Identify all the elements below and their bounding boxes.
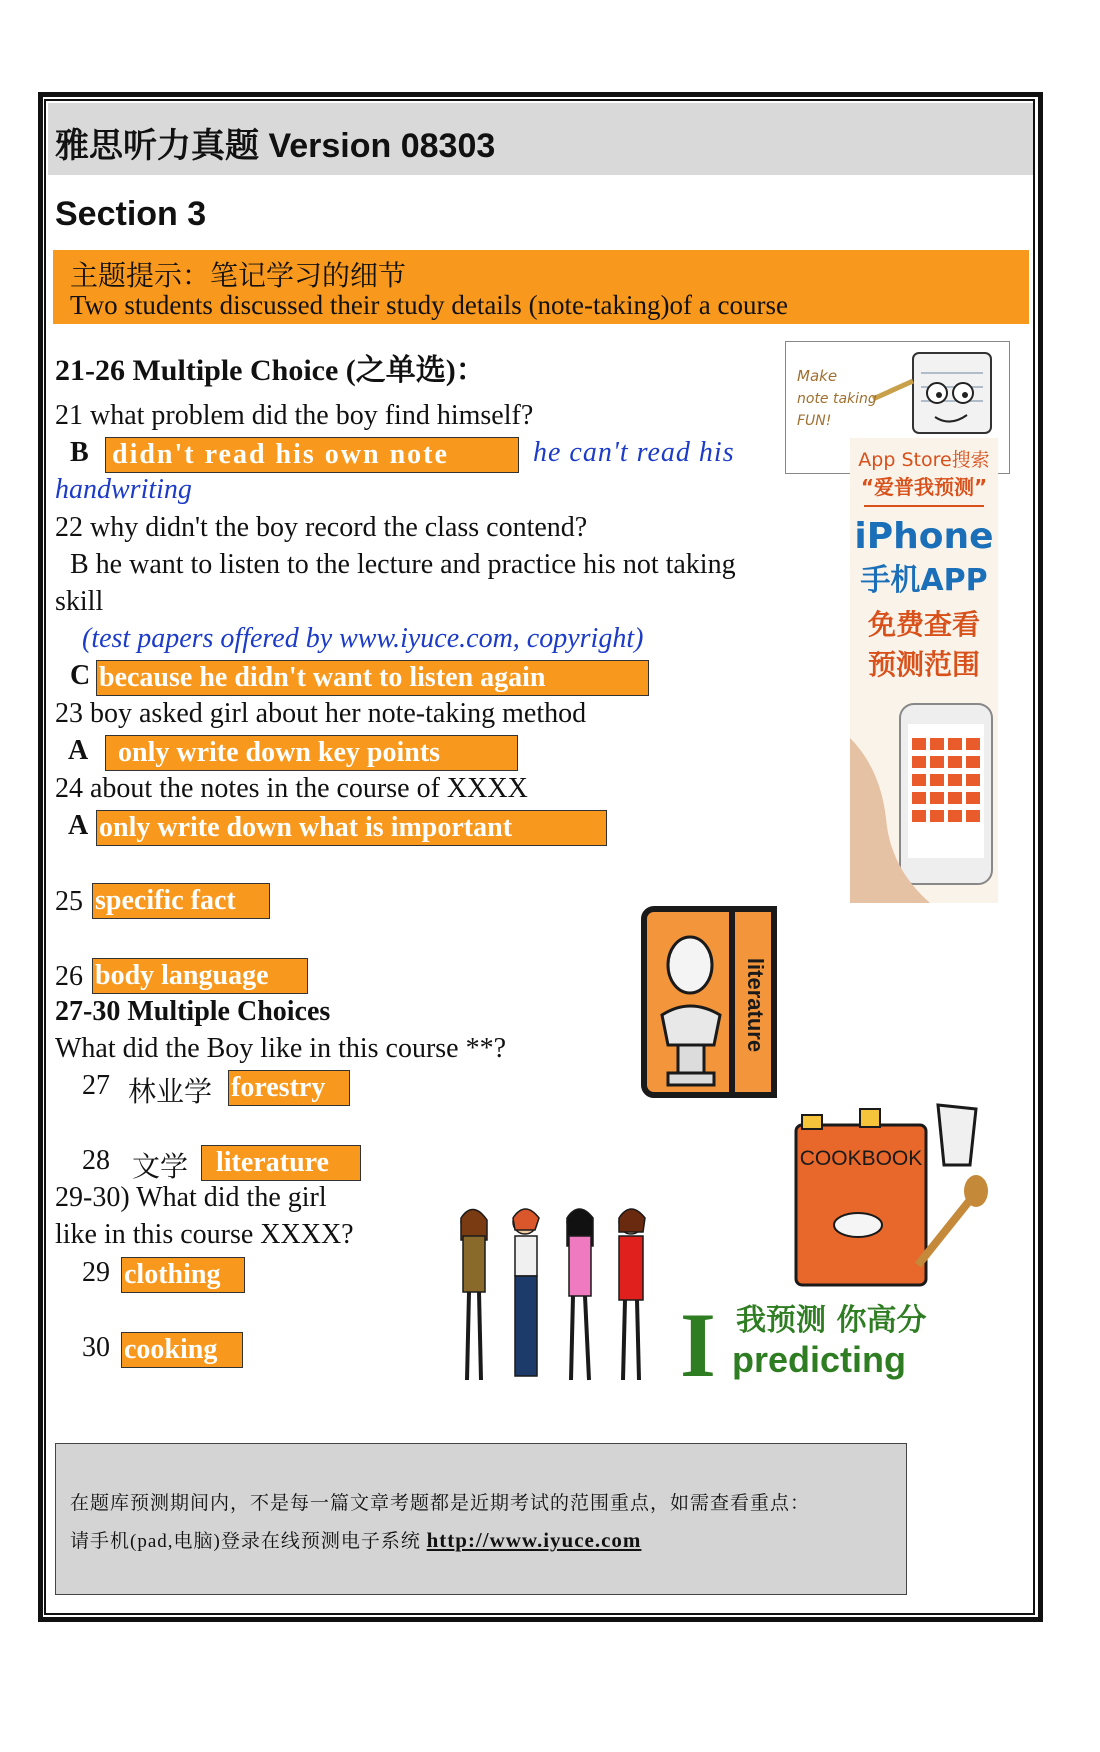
cookbook-image [788, 1095, 998, 1295]
topic-en: Two students discussed their study details (note-taking)of a course [70, 290, 788, 320]
ad-line2: “爱普我预测” [860, 475, 988, 499]
q27-number: 27 [82, 1070, 110, 1101]
logo-letter: I [680, 1294, 716, 1382]
note-text3: FUN! [797, 413, 832, 429]
q30-answer: cooking [121, 1332, 243, 1368]
literature-image [640, 905, 790, 1105]
q24-question: 24 about the notes in the course of XXXX [55, 773, 528, 804]
q23-letter: A [68, 735, 89, 766]
footer-line1: 在题库预测期间内，不是每一篇文章考题都是近期考试的范围重点，如需查看重点： [70, 1493, 811, 1514]
cookbook-label: COOKBOOK [799, 1147, 923, 1170]
note-text2: note taking [797, 391, 877, 407]
q27-answer: forestry [228, 1070, 350, 1106]
footer-box [55, 1443, 907, 1595]
section-heading: Section 3 [55, 195, 207, 233]
q21-note1: he can't read his [533, 437, 735, 468]
q29-answer: clothing [121, 1257, 245, 1293]
ad-line3: iPhone [854, 516, 994, 557]
q26-number: 26 [55, 961, 83, 992]
part2-question2-line2: like in this course XXXX? [55, 1219, 354, 1250]
topic-cn: 主题提示：笔记学习的细节 [70, 261, 407, 292]
q23-answer: only write down key points [105, 735, 518, 771]
q21-letter: B [70, 437, 89, 468]
q25-answer: specific fact [92, 883, 270, 919]
four-girls-image [443, 1200, 658, 1390]
q22-letter: C [70, 660, 91, 691]
q25-number: 25 [55, 886, 83, 917]
q24-answer: only write down what is important [96, 810, 607, 846]
app-ad-banner [850, 438, 998, 903]
part2-heading: 27-30 Multiple Choices [55, 996, 331, 1027]
ad-line4: 手机APP [860, 563, 988, 598]
q22-option-line1: B he want to listen to the lecture and practice his not taking [70, 549, 736, 580]
q23-question: 23 boy asked girl about her note-taking method [55, 698, 587, 729]
footer-link[interactable]: http://www.iyuce.com [426, 1528, 642, 1552]
part2-question2-line1: 29-30) What did the girl [55, 1182, 327, 1213]
logo-en: predicting [732, 1339, 907, 1380]
literature-label: literature [743, 957, 768, 1053]
note-text1: Make [797, 367, 838, 385]
ad-line6: 预测范围 [867, 648, 981, 681]
q27-cn: 林业学 [128, 1077, 213, 1108]
predicting-logo [680, 1292, 970, 1382]
q21-note2: handwriting [55, 474, 192, 505]
q22-answer: because he didn't want to listen again [96, 660, 649, 696]
q22-question: 22 why didn't the boy record the class contend? [55, 512, 588, 543]
q28-number: 28 [82, 1145, 110, 1176]
footer-line2 [70, 1526, 641, 1553]
q28-cn: 文学 [132, 1152, 189, 1183]
footer-line2-prefix: 请手机(pad,电脑)登录在线预测电子系统 [70, 1531, 421, 1552]
part2-question1: What did the Boy like in this course **? [55, 1033, 507, 1064]
q28-answer: literature [201, 1145, 361, 1181]
ad-line5: 免费查看 [867, 608, 981, 641]
q24-letter: A [68, 810, 89, 841]
q30-number: 30 [82, 1332, 110, 1363]
page-title: 雅思听力真题 Version 08303 [55, 127, 496, 165]
part1-heading: 21-26 Multiple Choice (之单选)： [55, 354, 486, 387]
q21-question: 21 what problem did the boy find himself? [55, 400, 534, 431]
q21-answer: didn't read his own note [105, 437, 519, 473]
q26-answer: body language [92, 958, 308, 994]
q29-number: 29 [82, 1257, 110, 1288]
logo-cn: 我预测 你高分 [736, 1303, 927, 1338]
q22-option-line2: skill [55, 586, 104, 617]
ad-line1: App Store搜索 [858, 449, 990, 471]
copyright-note: (test papers offered by www.iyuce.com, copyright) [82, 623, 644, 654]
